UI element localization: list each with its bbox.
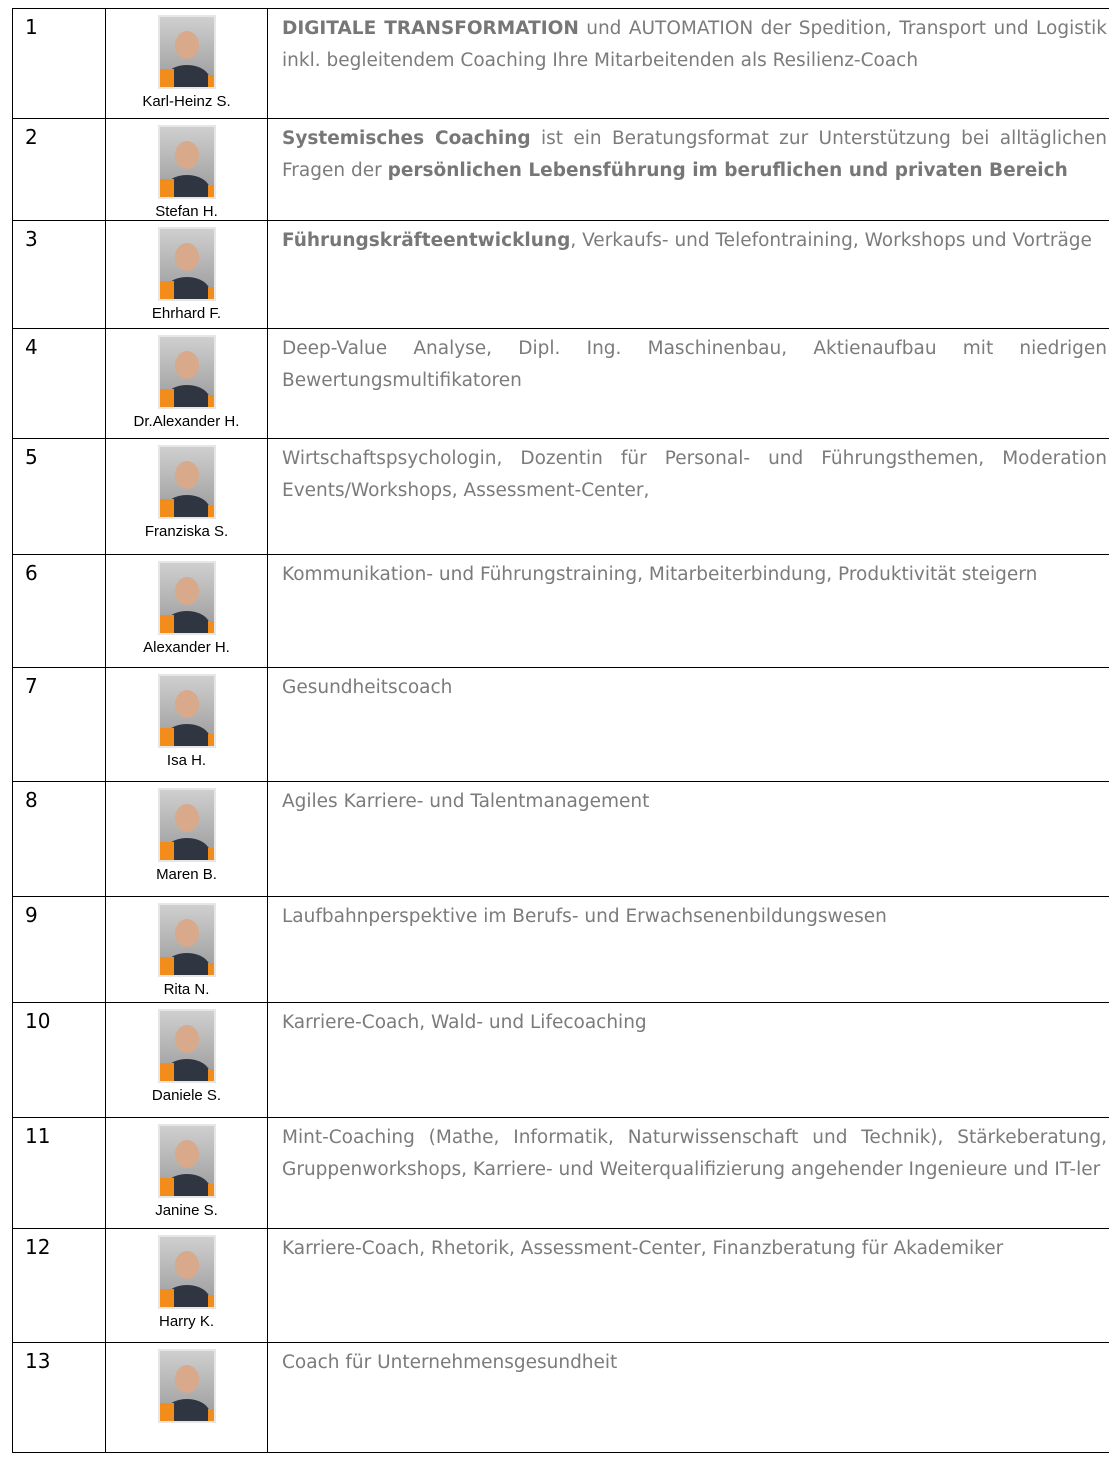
description-text: Karriere-Coach, Rhetorik, Assessment-Center, Finanzberatung für Akademiker xyxy=(282,1238,1004,1259)
description xyxy=(268,782,1109,897)
avatar xyxy=(158,1124,216,1198)
table-row xyxy=(13,897,1109,1003)
description-text: Laufbahnperspektive im Berufs- und Erwachsenenbildungswesen xyxy=(282,906,887,927)
description-text: Gesundheitscoach xyxy=(282,677,453,698)
description-text: Kommunikation- und Führungstraining, Mitarbeiterbindung, Produktivität steigern xyxy=(282,564,1038,585)
table-row xyxy=(13,9,1109,119)
avatar xyxy=(158,1235,216,1309)
description xyxy=(268,897,1109,1003)
description-text: Mint-Coaching (Mathe, Informatik, Naturwissenschaft und Technik), Stärkeberatung, Gruppenworkshops, Karriere- und Weiterqualifizierung angehender Ingenieure und IT-ler xyxy=(282,1127,1107,1180)
description-text: Deep-Value Analyse, Dipl. Ing. Maschinenbau, Aktienaufbau mit niedrigen Bewertungsmultifikatoren xyxy=(282,338,1107,391)
avatar xyxy=(158,903,216,977)
person-name: Franziska S. xyxy=(144,523,229,540)
row-number: 10 xyxy=(13,1003,106,1118)
photo-cell xyxy=(106,555,268,668)
description xyxy=(268,221,1109,329)
photo-cell xyxy=(106,439,268,555)
description-bold-text: Systemisches Coaching xyxy=(282,128,531,149)
row-number: 6 xyxy=(13,555,106,668)
avatar xyxy=(158,788,216,862)
photo-cell xyxy=(106,1003,268,1118)
photo-cell xyxy=(106,221,268,329)
avatar xyxy=(158,227,216,301)
person-name: Daniele S. xyxy=(151,1087,222,1104)
description xyxy=(268,668,1109,782)
description xyxy=(268,1343,1109,1453)
coach-table-body xyxy=(13,9,1109,1453)
description-text: Karriere-Coach, Wald- und Lifecoaching xyxy=(282,1012,647,1033)
avatar xyxy=(158,445,216,519)
person-name: Isa H. xyxy=(166,752,207,769)
row-number: 5 xyxy=(13,439,106,555)
avatar xyxy=(158,1349,216,1423)
avatar xyxy=(158,15,216,89)
avatar xyxy=(158,335,216,409)
photo-cell xyxy=(106,329,268,439)
avatar xyxy=(158,674,216,748)
description xyxy=(268,329,1109,439)
description xyxy=(268,1229,1109,1343)
table-row xyxy=(13,668,1109,782)
table-row xyxy=(13,1003,1109,1118)
person-name: Harry K. xyxy=(158,1313,214,1330)
description xyxy=(268,1003,1109,1118)
description-text: Wirtschaftspsychologin, Dozentin für Personal- und Führungsthemen, Moderation Events/Workshops, Assessment-Center, xyxy=(282,448,1107,501)
photo-cell xyxy=(106,1229,268,1343)
row-number: 4 xyxy=(13,329,106,439)
row-number: 3 xyxy=(13,221,106,329)
person-name: Dr.Alexander H. xyxy=(133,413,240,430)
description-text: ist ein Beratungsformat zur Unterstützung bei alltäglichen Fragen der xyxy=(282,128,1108,181)
table-row xyxy=(13,555,1109,668)
person-name: Alexander H. xyxy=(143,639,230,656)
person-name: Ehrhard F. xyxy=(151,305,222,322)
description-bold-text: DIGITALE TRANSFORMATION xyxy=(282,18,579,39)
table-row xyxy=(13,1343,1109,1453)
person-name: Maren B. xyxy=(156,866,217,883)
table-row xyxy=(13,221,1109,329)
table-row xyxy=(13,329,1109,439)
description xyxy=(268,119,1109,221)
description-bold-text: persönlichen Lebensführung im beruflichen und privaten Bereich xyxy=(387,160,1068,181)
row-number: 13 xyxy=(13,1343,106,1453)
description-bold-text: Führungskräfteentwicklung xyxy=(282,230,571,251)
description-text: und AUTOMATION der Spedition, Transport und Logistik inkl. begleitendem Coaching Ihre Mitarbeitenden als Resilienz-Coach xyxy=(282,18,1107,71)
person-name: Janine S. xyxy=(155,1202,218,1219)
row-number: 9 xyxy=(13,897,106,1003)
row-number: 7 xyxy=(13,668,106,782)
photo-cell xyxy=(106,119,268,221)
description xyxy=(268,439,1109,555)
row-number: 11 xyxy=(13,1118,106,1229)
table-row xyxy=(13,439,1109,555)
description xyxy=(268,1118,1109,1229)
avatar xyxy=(158,561,216,635)
avatar xyxy=(158,1009,216,1083)
table-row xyxy=(13,1229,1109,1343)
photo-cell xyxy=(106,782,268,897)
table-row xyxy=(13,1118,1109,1229)
person-name: Rita N. xyxy=(163,981,210,998)
photo-cell xyxy=(106,1343,268,1453)
photo-cell xyxy=(106,9,268,119)
photo-cell xyxy=(106,668,268,782)
table-row xyxy=(13,782,1109,897)
description-text: Coach für Unternehmensgesundheit xyxy=(282,1352,618,1373)
description xyxy=(268,555,1109,668)
table-row xyxy=(13,119,1109,221)
coach-table xyxy=(12,8,1109,1453)
person-name: Stefan H. xyxy=(155,203,218,220)
row-number: 1 xyxy=(13,9,106,119)
row-number: 8 xyxy=(13,782,106,897)
photo-cell xyxy=(106,1118,268,1229)
row-number: 12 xyxy=(13,1229,106,1343)
row-number: 2 xyxy=(13,119,106,221)
description xyxy=(268,9,1109,119)
avatar xyxy=(158,125,216,199)
photo-cell xyxy=(106,897,268,1003)
description-text: Agiles Karriere- und Talentmanagement xyxy=(282,791,650,812)
person-name: Karl-Heinz S. xyxy=(142,93,231,110)
description-text: , Verkaufs- und Telefontraining, Workshops und Vorträge xyxy=(570,230,1092,251)
